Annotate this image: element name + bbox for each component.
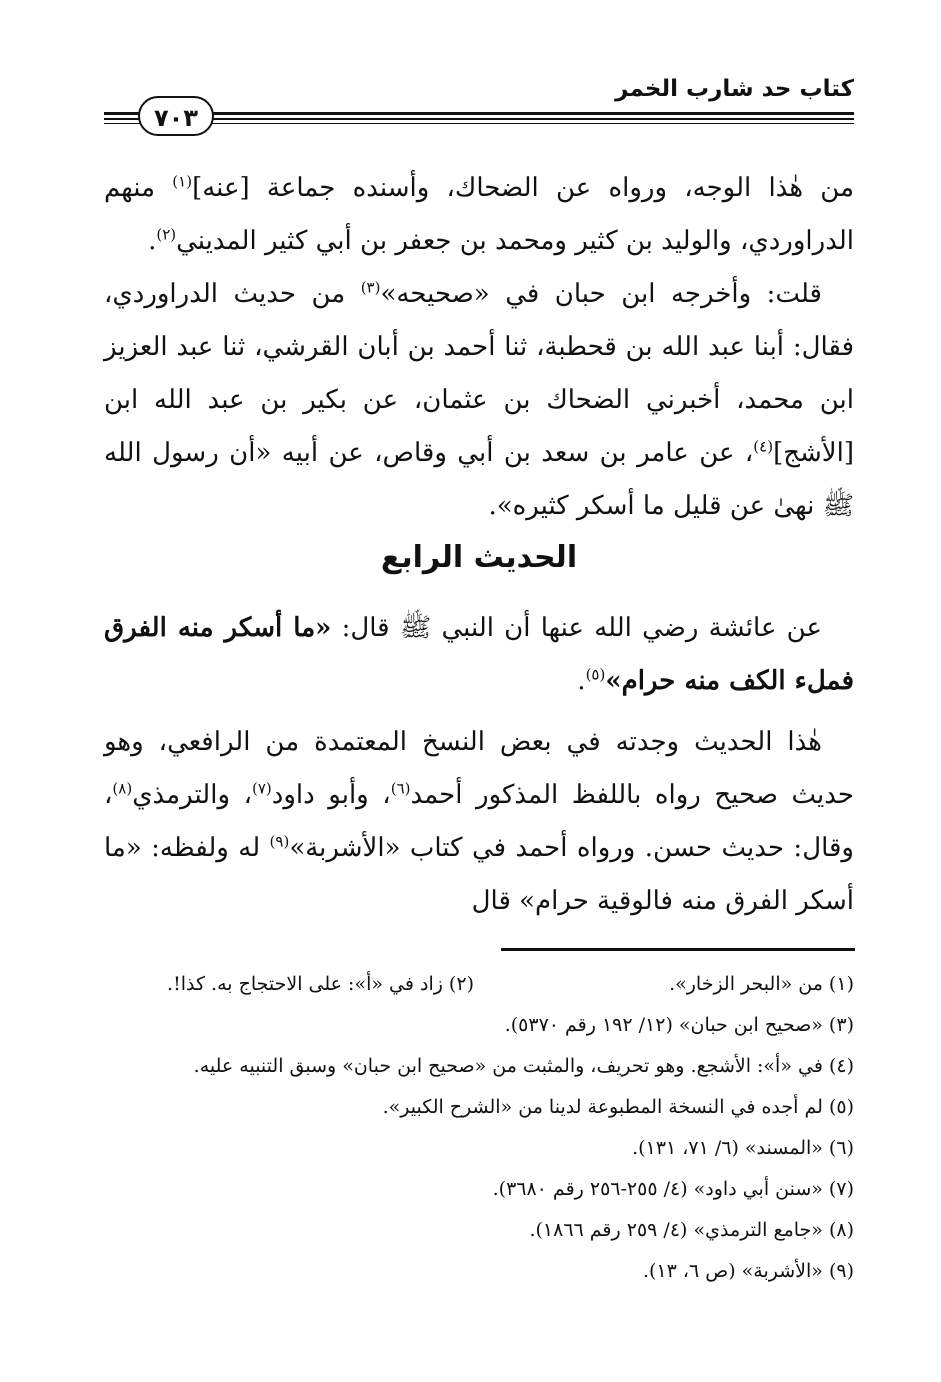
section-heading: الحديث الرابع bbox=[380, 540, 578, 575]
text-run: من هٰذا الوجه، ورواه عن الضحاك، وأسنده جماعة [عنه] bbox=[192, 173, 854, 203]
footnote: (٦) «المسند» (٦/ ٧١، ١٣١). bbox=[632, 1137, 854, 1159]
footnote: (٤) في «أ»: الأشجع. وهو تحريف، والمثبت من «صحيح ابن حبان» وسبق التنبيه عليه. bbox=[193, 1055, 854, 1077]
text-run: منهم الدراوردي، والوليد بن كثير ومحمد بن جعفر بن أبي كثير المديني bbox=[104, 173, 854, 256]
footnote: (٥) لم أجده في النسخة المطبوعة لدينا من «الشرح الكبير». bbox=[382, 1096, 854, 1118]
header-rule bbox=[104, 112, 854, 115]
footnote-ref: (٣) bbox=[360, 278, 381, 297]
footnote-ref: (٥) bbox=[585, 665, 606, 684]
footnote: (٨) «جامع الترمذي» (٤/ ٢٥٩ رقم ١٨٦٦). bbox=[529, 1219, 854, 1241]
footnote: (٩) «الأشربة» (ص ٦، ١٣). bbox=[642, 1260, 854, 1282]
text-run: ، والترمذي bbox=[132, 780, 252, 810]
text-run: . bbox=[577, 666, 586, 696]
footnote-ref: (٦) bbox=[390, 779, 411, 798]
footnote-row bbox=[104, 964, 854, 1005]
chapter-title: كتاب حد شارب الخمر bbox=[615, 76, 854, 102]
hadith-quote: «ما أسكر منه الفرق فملء الكف منه حرام» bbox=[104, 613, 854, 696]
footnote-ref: (١) bbox=[172, 172, 193, 191]
text-run: قلت: وأخرجه ابن حبان في «صحيحه» bbox=[380, 279, 822, 309]
page-header bbox=[104, 74, 854, 134]
paragraph bbox=[104, 716, 854, 928]
text-run: . bbox=[148, 226, 157, 256]
text-run: ، وقال: حديث حسن. ورواه أحمد في كتاب «الأشربة» bbox=[104, 780, 854, 863]
footnote: (٢) زاد في «أ»: على الاحتجاج به. كذا!. bbox=[167, 973, 474, 995]
footnote-ref: (٤) bbox=[753, 437, 774, 456]
header-rule bbox=[104, 118, 854, 120]
footnote-separator bbox=[501, 948, 855, 951]
footnote: (٣) «صحيح ابن حبان» (١٢/ ١٩٢ رقم ٥٣٧٠). bbox=[504, 1014, 854, 1036]
header-rule bbox=[104, 123, 854, 124]
footnotes bbox=[104, 964, 854, 1292]
paragraph bbox=[104, 162, 854, 268]
footnote-ref: (٨) bbox=[112, 779, 133, 798]
paragraph bbox=[104, 602, 854, 708]
paragraph bbox=[104, 268, 854, 533]
text-run: ، عن عامر بن سعد بن أبي وقاص، عن أبيه «أن رسول الله ﷺ نهىٰ عن قليل ما أسكر كثيره». bbox=[104, 438, 854, 521]
text-run: هٰذا الحديث وجدته في بعض النسخ المعتمدة من الرافعي، وهو حديث صحيح رواه باللفظ المذكور أحمد bbox=[104, 727, 854, 810]
text-run: عن عائشة رضي الله عنها أن النبي ﷺ قال: bbox=[331, 613, 822, 643]
text-run: من حديث الدراوردي، فقال: أبنا عبد الله بن قحطبة، ثنا أحمد بن أبان القرشي، ثنا عبد العزيز ابن محمد، أخبرني الضحاك بن عثمان، عن بكير بن عبد الله ابن [الأشج] bbox=[104, 279, 855, 468]
footnote: (٧) «سنن أبي داود» (٤/ ٢٥٥-٢٥٦ رقم ٣٦٨٠). bbox=[492, 1178, 854, 1200]
page-number: ٧٠٣ bbox=[138, 96, 214, 136]
footnote-ref: (٩) bbox=[269, 832, 290, 851]
main-text bbox=[104, 162, 854, 533]
text-run: ، وأبو داود bbox=[271, 780, 391, 810]
text-run: له ولفظه: «ما أسكر الفرق منه فالوقية حرام» قال bbox=[104, 833, 854, 916]
footnote: (١) من «البحر الزخار». bbox=[669, 973, 854, 995]
footnote-ref: (٧) bbox=[251, 779, 272, 798]
footnote-ref: (٢) bbox=[156, 225, 177, 244]
section-text bbox=[104, 602, 854, 928]
